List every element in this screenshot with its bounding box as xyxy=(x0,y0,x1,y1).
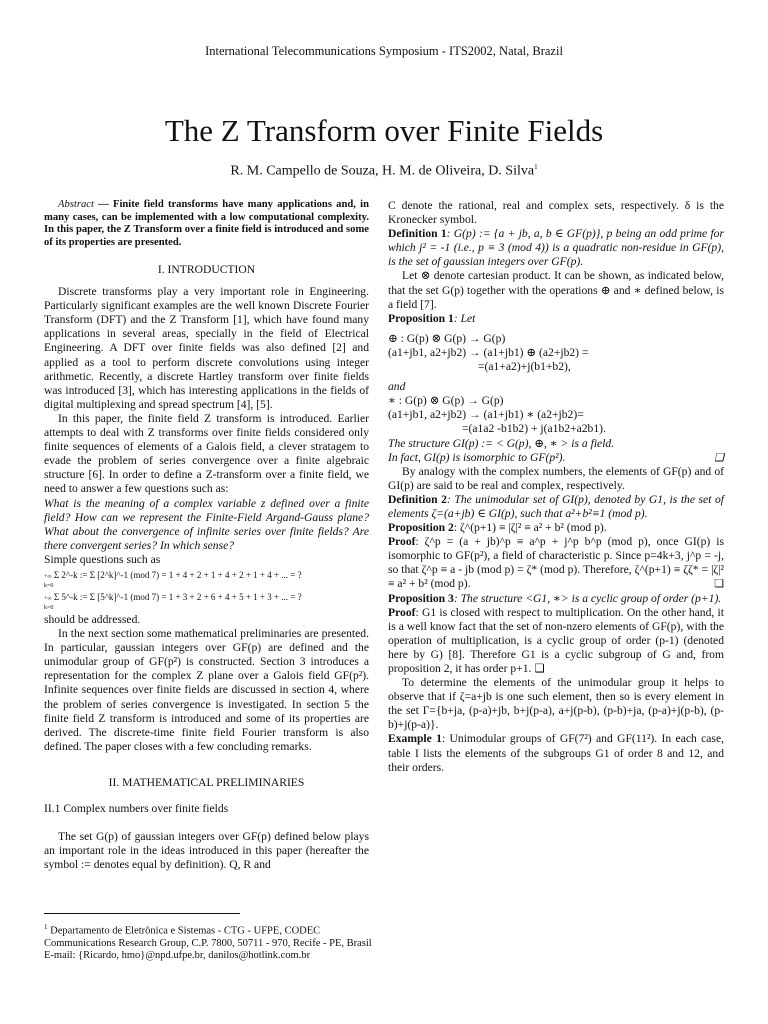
proposition-3-label: Proposition 3 xyxy=(388,591,454,605)
abstract-text: — Finite field transforms have many applications and, in many cases, can be implemented with a low computational complexity. In this paper, the Z Transform over a finite field is introduced and some of its properties are presented. xyxy=(44,199,369,248)
prop1-line-8 xyxy=(388,451,724,465)
definition-2 xyxy=(388,493,724,521)
proof-3-label: Proof xyxy=(388,605,416,619)
paper-title: The Z Transform over Finite Fields xyxy=(164,113,604,148)
definition-2-text: : The unimodular set of GI(p), denoted by G1, is the set of elements ζ=(a+jb) ∈ GI(p), such that a²+b²≡1 (mod p). xyxy=(388,492,724,520)
abstract-label: Abstract xyxy=(58,199,94,210)
proposition-2-text: : ζ^(p+1) ≡ |ζ|² ≡ a² + b² (mod p). xyxy=(453,521,607,535)
intro-paragraph-1: Discrete transforms play a very important role in Engineering. Particularly significant examples are the well known Discrete Fourier Transform (DFT) and the Z Transform [1], which have found many applications in several areas, specially in the field of Electrical Engineering. A DFT over finite fields was also defined [2] and applied as a tool to perform discrete convolutions using integer arithmetic. Recently, a discrete Hartley transform over finite fields was introduced [3], which has interesting applications in the fields of digital multiplexing and spread spectrum [4], [5]. xyxy=(44,285,369,411)
footnote-mark: 1 xyxy=(44,923,48,931)
definition-1-label: Definition 1 xyxy=(388,227,447,241)
section-heading-introduction: I. INTRODUCTION xyxy=(157,263,256,276)
intro-paragraph-3: In the next section some mathematical preliminaries are presented. In particular, gaussian integers over GF(p) are defined and the unimodular group of GF(p²) is constructed. Section 3 introduces a representation for the complex Z plane over a Galois field GF(p²). Infinite sequences over finite fields are discussed in section 4, where the problem of series convergence is investigated. In section 5 the finite field Z transform is introduced and some of its properties are derived. The discrete-time finite field Fourier transform is also defined. The paper closes with a few concluding remarks. xyxy=(44,627,369,753)
definition-1-text: : G(p) := {a + jb, a, b ∈ GF(p)}, p being an odd prime for which j² = -1 (i.e., p ≡ 3 (mod 4)) is a quadratic non-residue in GF(p), is the set of gaussian integers over GF(p). xyxy=(388,227,724,269)
right-paragraph-1: Let ⊗ denote cartesian product. It can be shown, as indicated below, that the set G(p) together with the operations ⊕ and ∗ defined below, is a field [7]. xyxy=(388,269,724,311)
definition-1 xyxy=(388,227,724,269)
proposition-3 xyxy=(388,592,724,606)
qed-mark-2: ❏ xyxy=(714,578,724,591)
proposition-2 xyxy=(388,521,724,535)
proof-2 xyxy=(388,535,724,591)
proposition-2-label: Proposition 2 xyxy=(388,521,454,535)
qed-mark-3: ❏ xyxy=(534,662,545,675)
intro-paragraph-2: In this paper, the finite field Z transform is introduced. Earlier attempts to deal with Z transforms over finite fields considered only finite sequences of elements of a Galois field, a clever stratagem to evade the problem of series convergence over a finite algebraic structure [6]. In order to define a Z-transform over a finite field, we need to answer a few questions such as: xyxy=(44,411,369,496)
prop1-line-7: The structure GI(p) := < G(p), ⊕, ∗ > is a field. xyxy=(388,436,615,450)
example-1-text: : Unimodular groups of GF(7²) and GF(11²). In each case, table I lists the elements of the subgroups G1 of order 8 and 12, and their orders. xyxy=(388,732,724,774)
qed-mark-1: ❏ xyxy=(714,451,724,464)
proof-3-text: : G1 is closed with respect to multiplication. On the other hand, it is a well know fact that the set of non-nzero elements of GF(p), with the operation of multiplication, is a cyclic group of order (p-1) (denoted here by G) [8]. Therefore G1 is a cyclic subgroup of G and, from proposition 2, it has order p+1. xyxy=(388,605,724,675)
example-1 xyxy=(388,732,724,774)
prop1-line-2: (a1+jb1, a2+jb2) → (a1+jb1) ⊕ (a2+jb2) = xyxy=(388,345,589,359)
footnote-separator xyxy=(44,913,240,914)
prop1-and: and xyxy=(388,380,406,394)
prop1-line-1: ⊕ : G(p) ⊗ G(p) → G(p) xyxy=(388,331,506,345)
proposition-1-text: : Let xyxy=(453,311,476,325)
right-column xyxy=(388,199,724,775)
series-2: Σ 5^-k := Σ [5^k]^-1 (mod 7) = 1 + 3 + 2 + 6 + 4 + 5 + 1 + 3 + ... = ? xyxy=(53,591,302,602)
right-paragraph-0: C denote the rational, real and complex sets, respectively. δ is the Kronecker symbol. xyxy=(388,199,724,227)
prop1-line-6: =(a1a2 -b1b2) + j(a1b2+a2b1). xyxy=(462,422,606,436)
right-paragraph-3: To determine the elements of the unimodular group it helps to observe that if ζ=a+jb is one such element, then so is every element in the set Γ={b+ja, (p-a)+jb, b+j(p-a), a+j(p-b), (p-b)+ja, (p-a)+j(p-b), (p-b)+j(p-a)}. xyxy=(388,676,724,732)
prop1-line-8-text: In fact, GI(p) is isomorphic to GF(p²). xyxy=(388,450,566,464)
author-footnote-mark: 1 xyxy=(534,163,538,171)
prop1-line-4: ∗ : G(p) ⊗ G(p) → G(p) xyxy=(388,394,504,408)
proposition-3-text: : The structure <G1, ∗> is a cyclic group of order (p+1). xyxy=(453,591,722,605)
example-1-label: Example 1 xyxy=(388,732,442,746)
footnote-text: Departamento de Eletrônica e Sistemas - CTG - UFPE, CODEC Communications Research Group, C.P. 7800, 50711 - 970, Recife - PE, Brasil E-mail: {Ricardo, hmo}@npd.ufpe.br, danilos@hotlink.com.br xyxy=(44,925,372,961)
author-line xyxy=(0,163,768,180)
sum-upper-limit-2: +∞ xyxy=(44,595,52,602)
intro-series-lead: Simple questions such as xyxy=(44,552,161,566)
left-column xyxy=(44,199,369,872)
sum-lower-limit-1: k=0 xyxy=(44,582,54,589)
series-equation-1 xyxy=(44,569,369,589)
preliminaries-paragraph-1: The set G(p) of gaussian integers over GF(p) defined below plays an important role in the ideas introduced in this paper (hereafter the symbol := denotes equal by definition). Q, R and xyxy=(44,830,369,872)
proposition-1 xyxy=(388,312,724,326)
series-equation-2 xyxy=(44,591,369,611)
intro-after-series: should be addressed. xyxy=(44,612,141,626)
proof-3 xyxy=(388,606,724,676)
definition-2-label: Definition 2 xyxy=(388,492,447,506)
intro-questions: What is the meaning of a complex variable z defined over a finite field? How can we represent the Finite-Field Argand-Gauss plane? What about the convergence of infinite series over finite fields? Are there convergent series? In which sense? xyxy=(44,496,369,552)
sum-lower-limit-2: k=0 xyxy=(44,604,54,611)
section-heading-preliminaries: II. MATHEMATICAL PRELIMINARIES xyxy=(108,775,305,789)
right-paragraph-2: By analogy with the complex numbers, the elements of GF(p) and of GI(p) are said to be real and complex, respectively. xyxy=(388,464,724,492)
series-1: Σ 2^-k := Σ [2^k]^-1 (mod 7) = 1 + 4 + 2 + 1 + 4 + 2 + 1 + 4 + ... = ? xyxy=(53,569,302,580)
proposition-1-label: Proposition 1 xyxy=(388,311,454,325)
prop1-line-3: =(a1+a2)+j(b1+b2), xyxy=(478,360,571,374)
proof-2-text: : ζ^p = (a + jb)^p ≡ a^p + j^p b^p (mod p), once GI(p) is isomorphic to GF(p²), a field of characteristic p. Since p=4k+3, j^p = -j, so that ζ^p ≡ a - jb (mod p) = ζ* (mod p). Therefore, ζ^(p+1) ≡ ζζ* = |ζ|² ≡ a² + b² (mod p). xyxy=(388,535,724,591)
subsection-heading-complex-numbers: II.1 Complex numbers over finite fields xyxy=(44,802,229,815)
abstract xyxy=(44,199,369,249)
proof-2-label: Proof xyxy=(388,535,416,549)
sum-upper-limit-1: +∞ xyxy=(44,573,52,580)
prop1-line-5: (a1+jb1, a2+jb2) → (a1+jb1) ∗ (a2+jb2)= xyxy=(388,408,584,422)
footnote xyxy=(44,921,374,962)
running-header: International Telecommunications Symposium - ITS2002, Natal, Brazil xyxy=(205,44,563,58)
author-names: R. M. Campello de Souza, H. M. de Oliveira, D. Silva xyxy=(230,163,535,179)
